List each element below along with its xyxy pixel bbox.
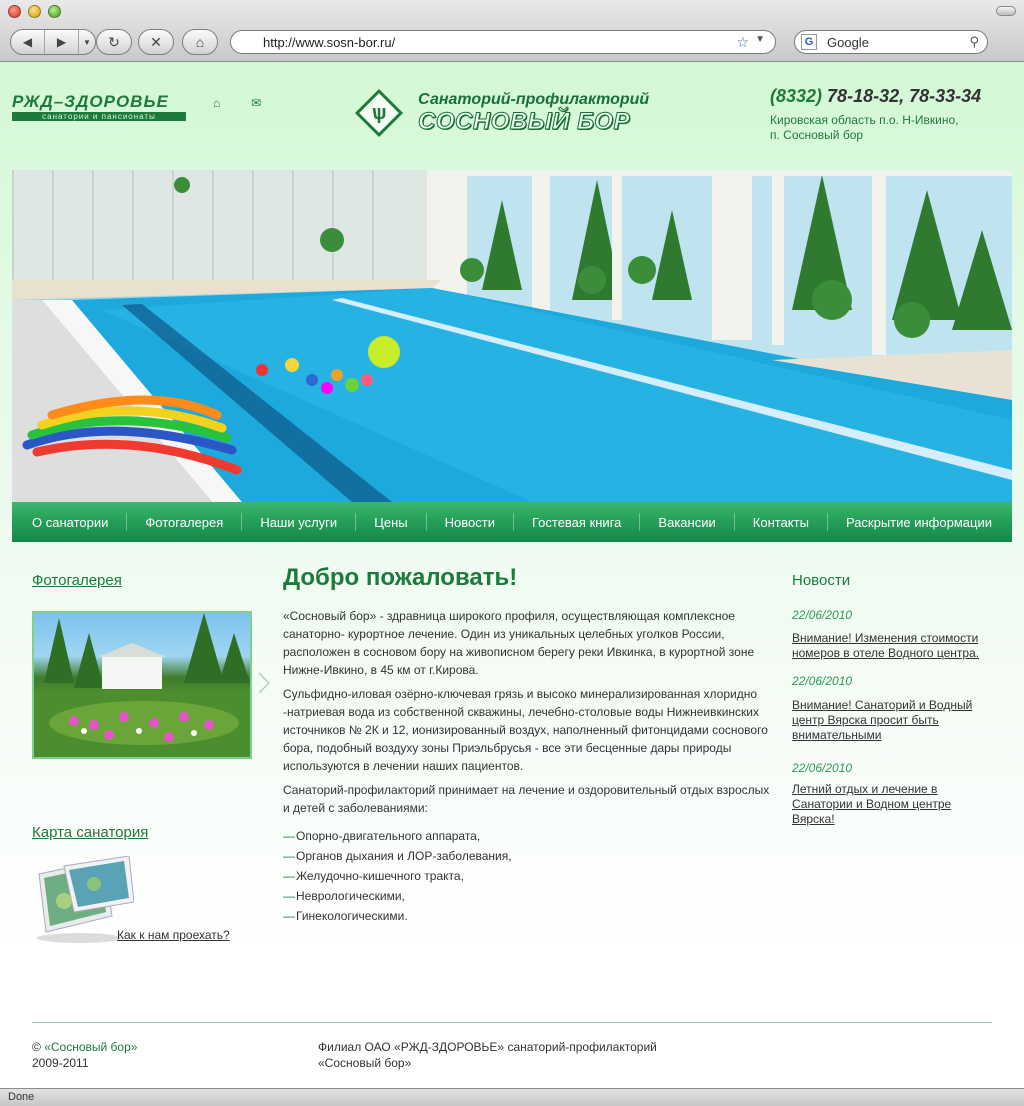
list-item: — Гинекологическими. <box>283 909 408 923</box>
list-item: — Органов дыхания и ЛОР-заболевания, <box>283 849 512 863</box>
address-line-2: п. Сосновый бор <box>770 128 864 142</box>
reload-button[interactable] <box>96 29 132 55</box>
gallery-next-icon[interactable] <box>258 672 270 694</box>
menu-item-vacancies[interactable]: Вакансии <box>658 514 716 530</box>
home-button[interactable] <box>182 29 218 55</box>
back-button[interactable] <box>11 30 45 54</box>
address-line-1: Кировская область п.о. Н-Ивкино, <box>770 113 959 127</box>
diseases-list <box>283 826 771 926</box>
zoom-window-button[interactable] <box>48 5 61 18</box>
address-bar[interactable] <box>230 30 776 54</box>
menu-item-guestbook[interactable]: Гостевая книга <box>531 514 622 530</box>
history-dropdown-button[interactable] <box>79 30 95 54</box>
menu-item-news[interactable]: Новости <box>444 514 495 530</box>
menu-item-about[interactable]: О санатории <box>32 514 109 530</box>
menu-item-services[interactable]: Наши услуги <box>260 514 338 530</box>
rzd-logo-subtitle: санатории и пансионаты <box>12 112 186 121</box>
search-input[interactable]: Google <box>827 34 869 50</box>
phone-list: 78-18-32, 78-33-34 <box>827 86 982 106</box>
page-title: Добро пожаловать! <box>283 564 518 591</box>
search-engine-icon[interactable]: G <box>801 34 817 50</box>
news-heading: Новости <box>792 572 851 589</box>
map-link[interactable]: Карта санатория <box>32 824 149 841</box>
menu-item-prices[interactable]: Цены <box>374 514 408 530</box>
minimize-window-button[interactable] <box>28 5 41 18</box>
stop-button[interactable] <box>138 29 174 55</box>
back-icon: ◀ <box>22 35 33 49</box>
address <box>770 113 994 143</box>
url-dropdown-icon[interactable]: ▼ <box>755 33 765 45</box>
list-item: — Желудочно-кишечного тракта, <box>283 869 464 883</box>
gallery-thumbnail[interactable] <box>32 611 252 759</box>
gallery-link[interactable]: Фотогалерея <box>32 572 122 589</box>
status-bar: Done <box>0 1088 1024 1106</box>
brand-title: СОСНОВЫЙ БОР <box>418 108 630 135</box>
news-date: 22/06/2010 <box>792 674 853 688</box>
history-nav <box>10 29 96 55</box>
brand-subtitle: Санаторий-профилакторий <box>418 91 650 108</box>
news-date: 22/06/2010 <box>792 761 853 775</box>
news-link[interactable]: Внимание! Санаторий и Водный центр Вярска просит быть внимательными <box>792 698 973 742</box>
close-window-button[interactable] <box>8 5 21 18</box>
toolbar-toggle-button[interactable] <box>996 6 1016 16</box>
copyright-years: 2009-2011 <box>32 1056 89 1070</box>
home-icon[interactable]: ⌂ <box>213 96 221 110</box>
reload-icon: ↻ <box>108 33 120 50</box>
copyright-symbol: © <box>32 1040 41 1054</box>
features-paragraph: Сульфидно-иловая озёрно-ключевая грязь и высоко минерализированная хлоридно -натриевая вода из собственной скважины, лечебно-столовые воды Нижнеивкинских источников № 2К и 12, ионизированный воздух, наполненный фитонцидами соснового бора, подобный воздуху зоны Приэльбрусья - все эти бесценные дары природы используются в лечении наших пациентов. <box>283 687 768 773</box>
mail-icon[interactable]: ✉ <box>251 96 262 110</box>
footer-org-line-2: «Сосновый бор» <box>318 1056 412 1070</box>
news-date: 22/06/2010 <box>792 608 853 622</box>
bookmark-star-icon[interactable]: ☆ <box>736 33 750 50</box>
phone-code: (8332) <box>770 86 823 106</box>
treatment-paragraph: Санаторий-профилакторий принимает на лечение и оздоровительный отдых взрослых и детей с заболеваниями: <box>283 783 770 815</box>
news-link[interactable]: Внимание! Изменения стоимости номеров в отеле Водного центра. <box>792 631 980 660</box>
browser-toolbar <box>0 0 1024 62</box>
sanatorium-logo[interactable] <box>354 88 649 138</box>
footer-copyright <box>32 1039 137 1071</box>
menu-item-gallery[interactable]: Фотогалерея <box>145 514 224 530</box>
page-viewport <box>0 62 1024 1088</box>
chevron-down-icon: ▼ <box>83 37 91 47</box>
stop-icon: ✕ <box>150 33 162 50</box>
main-menu <box>12 502 1012 542</box>
footer-org <box>318 1039 657 1071</box>
contacts-block <box>770 86 994 143</box>
search-icon[interactable]: ⚲ <box>969 34 979 49</box>
rzd-logo-text: РЖД–ЗДОРОВЬЕ <box>12 92 169 111</box>
forward-icon: ▶ <box>56 35 67 49</box>
rzd-zdorovie-logo[interactable] <box>12 92 186 121</box>
menu-item-disclosure[interactable]: Раскрытие информации <box>845 514 992 530</box>
list-item: — Опорно-двигательного аппарата, <box>283 829 481 843</box>
list-item: — Неврологическими, <box>283 889 405 903</box>
footer-org-line-1: Филиал ОАО «РЖД-ЗДОРОВЬЕ» санаторий-профилакторий <box>318 1040 657 1054</box>
pine-emblem-icon: ѱ <box>354 88 404 138</box>
hero-pool-photo <box>12 170 1012 502</box>
phone-numbers <box>770 86 994 107</box>
footer-divider <box>32 1022 992 1023</box>
home-icon: ⌂ <box>195 34 205 50</box>
directions-link[interactable]: Как к нам проехать? <box>117 928 230 942</box>
news-link[interactable]: Летний отдых и лечение в Санатории и Водном центре Вярска! <box>792 782 952 826</box>
menu-item-contacts[interactable]: Контакты <box>752 514 809 530</box>
forward-button[interactable] <box>45 30 79 54</box>
window-controls <box>8 5 61 18</box>
intro-paragraph: «Сосновый бор» - здравница широкого профиля, осуществляющая комплексное санаторно- курортное лечение. Один из уникальных целебных уголков России, расположен в сосновом бору на живописном берегу реки Ивкинка, в курортной зоне Нижне-Ивкино, в 45 км от г.Кирова. <box>283 609 755 677</box>
copyright-name: «Сосновый бор» <box>44 1040 138 1054</box>
url-input[interactable]: http://www.sosn-bor.ru/ <box>263 34 396 50</box>
search-bar[interactable] <box>794 30 988 54</box>
